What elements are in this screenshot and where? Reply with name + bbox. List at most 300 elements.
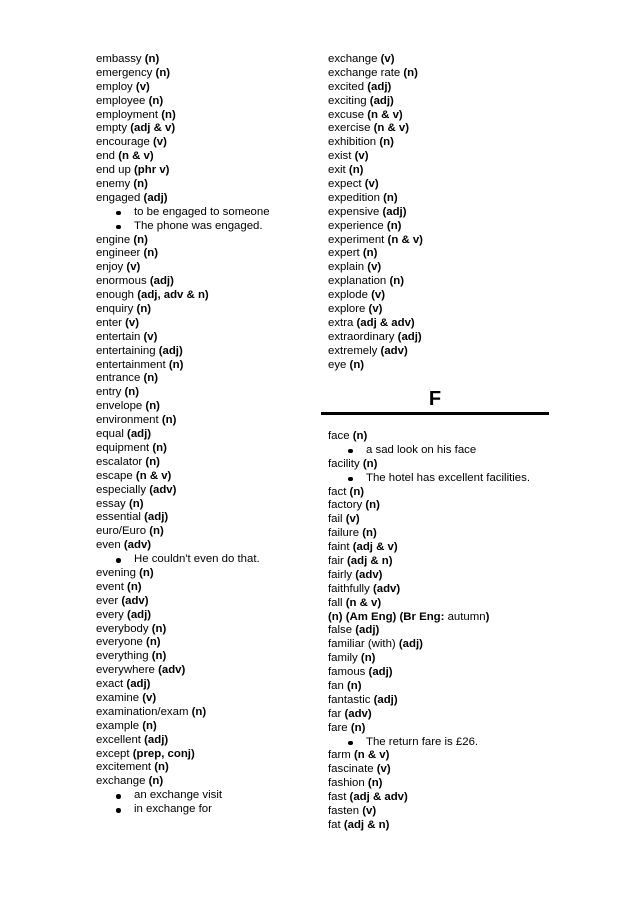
word-entry <box>328 569 553 583</box>
part-of-speech: (adv) <box>344 707 372 720</box>
part-of-speech: (adv) <box>380 344 408 357</box>
part-of-speech: (v) <box>354 150 369 163</box>
word-entry <box>328 317 553 331</box>
entry-word: facility <box>328 457 360 470</box>
word-entry <box>96 775 311 789</box>
part-of-speech: (n) <box>149 525 164 538</box>
entry-word: fascinate <box>328 763 374 776</box>
part-of-speech: (n & v) <box>367 108 403 121</box>
part-of-speech: (n) <box>127 580 142 593</box>
entry-word: familiar (with) <box>328 638 396 651</box>
word-entry <box>328 261 553 275</box>
example-item <box>96 206 311 220</box>
right-word-column <box>328 53 553 372</box>
entry-word: eye <box>328 358 347 371</box>
part-of-speech: (n) <box>362 247 378 260</box>
entry-word: faint <box>328 541 350 554</box>
part-of-speech: (v) <box>368 303 383 316</box>
entry-word: expert <box>328 247 360 260</box>
part-of-speech: (adj) <box>149 275 174 288</box>
word-entry <box>96 234 311 248</box>
word-entry <box>328 666 553 680</box>
word-entry <box>328 722 553 736</box>
note-close: ) <box>485 610 490 623</box>
part-of-speech: (n) <box>151 650 167 663</box>
part-of-speech: (adj) <box>373 693 398 706</box>
entry-word: fairly <box>328 568 353 581</box>
part-of-speech: (n) <box>383 191 398 204</box>
word-entry <box>96 511 311 525</box>
part-of-speech: (n) <box>386 219 402 232</box>
word-entry <box>328 95 553 109</box>
entry-word: family <box>328 652 358 665</box>
word-entry <box>328 289 553 303</box>
entry-word: extremely <box>328 344 378 357</box>
word-entry <box>96 581 311 595</box>
word-entry <box>96 748 311 762</box>
entry-word: fasten <box>328 805 360 818</box>
section-letter-heading: F <box>428 388 442 410</box>
word-entry <box>328 694 553 708</box>
part-of-speech: (n) <box>350 721 366 734</box>
entry-word: experience <box>328 219 384 232</box>
entry-word: excuse <box>328 108 365 121</box>
word-entry <box>328 583 553 597</box>
part-of-speech: (v) <box>126 261 141 274</box>
word-entry <box>328 430 553 444</box>
word-entry <box>328 206 553 220</box>
entry-word: everyone <box>96 636 143 649</box>
bullet-icon <box>116 211 121 216</box>
part-of-speech: (n) <box>168 358 184 371</box>
part-of-speech: (adv) <box>158 664 186 677</box>
part-of-speech: (n & v) <box>353 749 390 762</box>
entry-word: ever <box>96 594 119 607</box>
word-entry <box>96 247 311 261</box>
example-text: a sad look on his face <box>366 443 477 456</box>
word-entry <box>96 289 311 303</box>
left-word-column <box>96 53 311 817</box>
word-entry <box>328 247 553 261</box>
part-of-speech: (n) <box>151 622 167 635</box>
word-entry <box>96 442 311 456</box>
word-entry <box>96 567 311 581</box>
word-entry <box>328 109 553 123</box>
example-item <box>96 803 311 817</box>
word-entry <box>96 150 311 164</box>
entry-word: especially <box>96 483 147 496</box>
part-of-speech: (v) <box>364 178 379 191</box>
example-text: to be engaged to someone <box>134 205 270 218</box>
part-of-speech: (n) <box>152 441 167 454</box>
entry-word: enough <box>96 289 135 302</box>
entry-word: engine <box>96 233 131 246</box>
part-of-speech: (adj) <box>126 678 151 691</box>
entry-word: explode <box>328 289 368 302</box>
part-of-speech: (n) <box>144 53 160 65</box>
entry-word: explore <box>328 303 366 316</box>
entry-word: experiment <box>328 233 385 246</box>
part-of-speech: (n) <box>365 499 380 512</box>
entry-word: failure <box>328 527 360 540</box>
entry-word: examination/exam <box>96 705 189 718</box>
example-text: an exchange visit <box>134 789 223 802</box>
part-of-speech: (adv) <box>355 568 383 581</box>
entry-word: face <box>328 430 350 442</box>
part-of-speech: (n) <box>145 400 160 413</box>
entry-word: escalator <box>96 455 143 468</box>
word-entry <box>96 678 311 692</box>
example-text: He couldn't even do that. <box>134 553 260 566</box>
entry-word: excited <box>328 80 365 93</box>
word-entry <box>328 275 553 289</box>
part-of-speech: (n) <box>148 775 164 788</box>
entry-word: explain <box>328 261 365 274</box>
entry-word: extraordinary <box>328 330 395 343</box>
word-entry <box>96 428 311 442</box>
word-entry <box>328 486 553 500</box>
part-of-speech: (adj) <box>144 511 169 524</box>
bullet-icon <box>116 225 121 230</box>
word-entry <box>96 275 311 289</box>
word-entry <box>96 636 311 650</box>
word-entry <box>328 513 553 527</box>
right-word-column-f <box>328 430 553 833</box>
part-of-speech: (n) <box>148 94 164 107</box>
entry-word: entry <box>96 386 122 399</box>
word-entry <box>96 400 311 414</box>
part-of-speech: (n) <box>136 303 152 316</box>
entry-word: end <box>96 150 116 163</box>
entry-word: far <box>328 707 342 720</box>
part-of-speech: (n) <box>133 233 148 246</box>
entry-word: exchange rate <box>328 66 401 79</box>
entry-word: environment <box>96 414 159 427</box>
entry-word: false <box>328 624 353 637</box>
note-text: autumn <box>444 610 486 623</box>
entry-word: example <box>96 719 140 732</box>
word-entry <box>96 595 311 609</box>
word-entry <box>328 499 553 513</box>
word-entry <box>96 136 311 150</box>
entry-word: fare <box>328 721 348 734</box>
word-entry <box>328 624 553 638</box>
part-of-speech: (phr v) <box>134 164 170 177</box>
entry-word: enormous <box>96 275 147 288</box>
word-entry <box>96 317 311 331</box>
entry-word: essay <box>96 497 126 510</box>
word-entry <box>96 414 311 428</box>
entry-word: fan <box>328 680 344 693</box>
word-entry <box>328 819 553 833</box>
part-of-speech: (n) <box>347 680 362 693</box>
example-text: The hotel has excellent facilities. <box>366 471 530 484</box>
part-of-speech: (adj & adv) <box>356 316 415 329</box>
word-entry <box>96 498 311 512</box>
entry-word: exist <box>328 150 352 163</box>
part-of-speech: (adj & adv) <box>349 791 408 804</box>
entry-word: fashion <box>328 777 365 790</box>
entry-word: encourage <box>96 136 150 149</box>
example-text: The return fare is £26. <box>366 735 479 748</box>
part-of-speech: (adj & n) <box>347 555 393 568</box>
word-entry <box>96 539 311 553</box>
entry-word: equal <box>96 428 124 441</box>
part-of-speech: (n) <box>379 136 394 149</box>
part-of-speech: (n) <box>145 455 160 468</box>
word-entry <box>328 67 553 81</box>
word-entry <box>328 555 553 569</box>
part-of-speech: (n) <box>349 358 365 371</box>
entry-word: exact <box>96 678 124 691</box>
word-entry <box>328 150 553 164</box>
part-of-speech: (adj) <box>144 733 169 746</box>
word-entry <box>96 609 311 623</box>
part-of-speech: (v) <box>153 136 167 149</box>
word-entry <box>328 680 553 694</box>
word-entry <box>96 81 311 95</box>
part-of-speech: (v) <box>125 316 140 329</box>
example-item <box>328 736 553 750</box>
entry-word: excellent <box>96 733 141 746</box>
bullet-icon <box>348 477 353 482</box>
entry-word: exciting <box>328 94 367 107</box>
word-entry <box>328 597 553 611</box>
word-entry <box>328 136 553 150</box>
part-of-speech: (adj) <box>382 205 407 218</box>
example-item <box>328 472 553 486</box>
part-of-speech: (n) <box>146 636 161 649</box>
part-of-speech: (adj) <box>398 638 423 651</box>
entry-word: excitement <box>96 761 152 774</box>
entry-word: everything <box>96 650 149 663</box>
word-entry <box>328 359 553 373</box>
part-of-speech: (n) <box>139 566 154 579</box>
entry-word: empty <box>96 122 128 135</box>
word-entry <box>96 456 311 470</box>
part-of-speech: (adv) <box>123 539 152 552</box>
example-text: in exchange for <box>134 803 212 816</box>
example-item <box>96 553 311 567</box>
entry-word: enemy <box>96 178 131 191</box>
word-entry <box>96 261 311 275</box>
part-of-speech: (adj) <box>127 428 152 441</box>
part-of-speech: (n) <box>154 761 169 774</box>
part-of-speech: (n) <box>367 777 383 790</box>
word-entry <box>328 805 553 819</box>
part-of-speech: (v) <box>367 261 382 274</box>
part-of-speech: (v) <box>376 763 391 776</box>
part-of-speech: (adj, adv & n) <box>137 289 209 302</box>
example-text: The phone was engaged. <box>134 219 263 232</box>
word-entry <box>96 345 311 359</box>
entry-word: euro/Euro <box>96 525 147 538</box>
word-entry <box>328 708 553 722</box>
word-entry <box>328 303 553 317</box>
word-entry <box>328 345 553 359</box>
entry-word: explanation <box>328 275 387 288</box>
part-of-speech: (adj) <box>158 344 183 357</box>
part-of-speech: (n) <box>124 386 140 399</box>
entry-word: entertaining <box>96 344 156 357</box>
word-entry <box>328 749 553 763</box>
entry-word: enter <box>96 316 122 329</box>
entry-word: entrance <box>96 372 141 385</box>
part-of-speech: (n) <box>155 66 171 79</box>
word-entry <box>96 67 311 81</box>
part-of-speech: (adj) <box>127 608 152 621</box>
entry-word: factory <box>328 499 363 512</box>
entry-word: even <box>96 539 121 552</box>
entry-word: every <box>96 608 124 621</box>
entry-word: fail <box>328 513 343 526</box>
word-entry <box>96 650 311 664</box>
part-of-speech: (adj) <box>355 624 380 637</box>
part-of-speech: (n) <box>143 247 159 260</box>
entry-word: fair <box>328 555 344 568</box>
part-of-speech: (adj & v) <box>352 541 398 554</box>
word-entry <box>96 331 311 345</box>
entry-word: fat <box>328 818 341 831</box>
part-of-speech: (adv) <box>121 594 149 607</box>
entry-word: entertainment <box>96 358 166 371</box>
entry-word: employee <box>96 94 146 107</box>
entry-word: event <box>96 580 124 593</box>
word-entry <box>328 791 553 805</box>
bullet-icon <box>348 741 353 746</box>
part-of-speech: (adj) <box>369 94 394 107</box>
entry-word: equipment <box>96 441 150 454</box>
part-of-speech: (v) <box>142 691 157 704</box>
word-entry <box>96 706 311 720</box>
entry-word: famous <box>328 666 366 679</box>
word-entry <box>96 122 311 136</box>
part-of-speech: (v) <box>135 80 150 93</box>
part-of-speech: (n & v) <box>373 122 410 135</box>
word-entry <box>328 331 553 345</box>
entry-word: everybody <box>96 622 149 635</box>
entry-word: embassy <box>96 53 142 65</box>
entry-word: evening <box>96 566 136 579</box>
entry-word: entertain <box>96 330 141 343</box>
word-entry <box>328 81 553 95</box>
entry-word: fall <box>328 596 343 609</box>
part-of-speech: (adj & n) <box>343 818 390 831</box>
entry-word: expect <box>328 178 362 191</box>
word-entry <box>328 192 553 206</box>
word-entry <box>96 178 311 192</box>
part-of-speech: (n) <box>142 719 157 732</box>
bullet-icon <box>116 808 121 813</box>
entry-word: enquiry <box>96 303 134 316</box>
example-item <box>96 789 311 803</box>
example-item <box>328 444 553 458</box>
word-entry <box>96 692 311 706</box>
part-of-speech: (n) <box>128 497 144 510</box>
entry-word: expedition <box>328 191 380 204</box>
part-of-speech: (n) <box>362 457 378 470</box>
word-entry <box>328 122 553 136</box>
word-entry <box>328 541 553 555</box>
word-entry <box>96 525 311 539</box>
entry-word: fantastic <box>328 693 371 706</box>
word-entry <box>328 164 553 178</box>
part-of-speech: (prep, conj) <box>132 747 195 760</box>
part-of-speech: (n & v) <box>135 469 172 482</box>
part-of-speech: (adj) <box>397 330 422 343</box>
part-of-speech: (adj) <box>368 666 393 679</box>
entry-word: employ <box>96 80 133 93</box>
entry-word: end up <box>96 164 131 177</box>
part-of-speech: (adj & v) <box>130 122 176 135</box>
entry-word: engineer <box>96 247 141 260</box>
entry-word: fast <box>328 791 347 804</box>
word-entry <box>96 734 311 748</box>
part-of-speech: (n) <box>362 527 377 540</box>
word-entry <box>96 761 311 775</box>
entry-word: exchange <box>328 53 378 65</box>
entry-word: exchange <box>96 775 146 788</box>
word-entry <box>328 652 553 666</box>
bullet-icon <box>348 449 353 454</box>
word-entry <box>328 178 553 192</box>
word-entry <box>328 763 553 777</box>
entry-word: envelope <box>96 400 143 413</box>
bullet-icon <box>116 558 121 563</box>
part-of-speech: (n & v) <box>345 596 382 609</box>
part-of-speech: (n) <box>348 164 364 177</box>
word-entry <box>328 458 553 472</box>
part-of-speech: (n) <box>389 275 404 288</box>
entry-word: expensive <box>328 205 380 218</box>
part-of-speech: (v) <box>380 53 395 65</box>
part-of-speech: (adj) <box>367 80 392 93</box>
entry-word: exhibition <box>328 136 377 149</box>
part-of-speech: (n & v) <box>387 233 423 246</box>
word-entry <box>96 720 311 734</box>
word-entry <box>96 372 311 386</box>
word-entry <box>96 53 311 67</box>
part-of-speech: (n) <box>161 108 176 121</box>
note-bold-text: (n) (Am Eng) (Br Eng: <box>328 610 445 623</box>
word-entry <box>328 527 553 541</box>
word-entry <box>328 777 553 791</box>
entry-word: escape <box>96 469 133 482</box>
usage-note <box>328 611 553 625</box>
part-of-speech: (n) <box>360 652 376 665</box>
word-entry <box>96 359 311 373</box>
part-of-speech: (v) <box>143 330 158 343</box>
word-entry <box>96 109 311 123</box>
word-entry <box>96 623 311 637</box>
part-of-speech: (n & v) <box>118 150 154 163</box>
word-entry <box>96 470 311 484</box>
part-of-speech: (n) <box>352 430 368 442</box>
part-of-speech: (n) <box>191 705 207 718</box>
entry-word: extra <box>328 316 354 329</box>
entry-word: essential <box>96 511 141 524</box>
entry-word: everywhere <box>96 664 155 677</box>
entry-word: enjoy <box>96 261 124 274</box>
word-entry <box>96 95 311 109</box>
part-of-speech: (n) <box>403 66 418 79</box>
part-of-speech: (v) <box>371 289 385 302</box>
entry-word: except <box>96 747 130 760</box>
entry-word: engaged <box>96 191 141 204</box>
word-entry <box>96 664 311 678</box>
entry-word: fact <box>328 485 347 498</box>
part-of-speech: (v) <box>362 805 377 818</box>
